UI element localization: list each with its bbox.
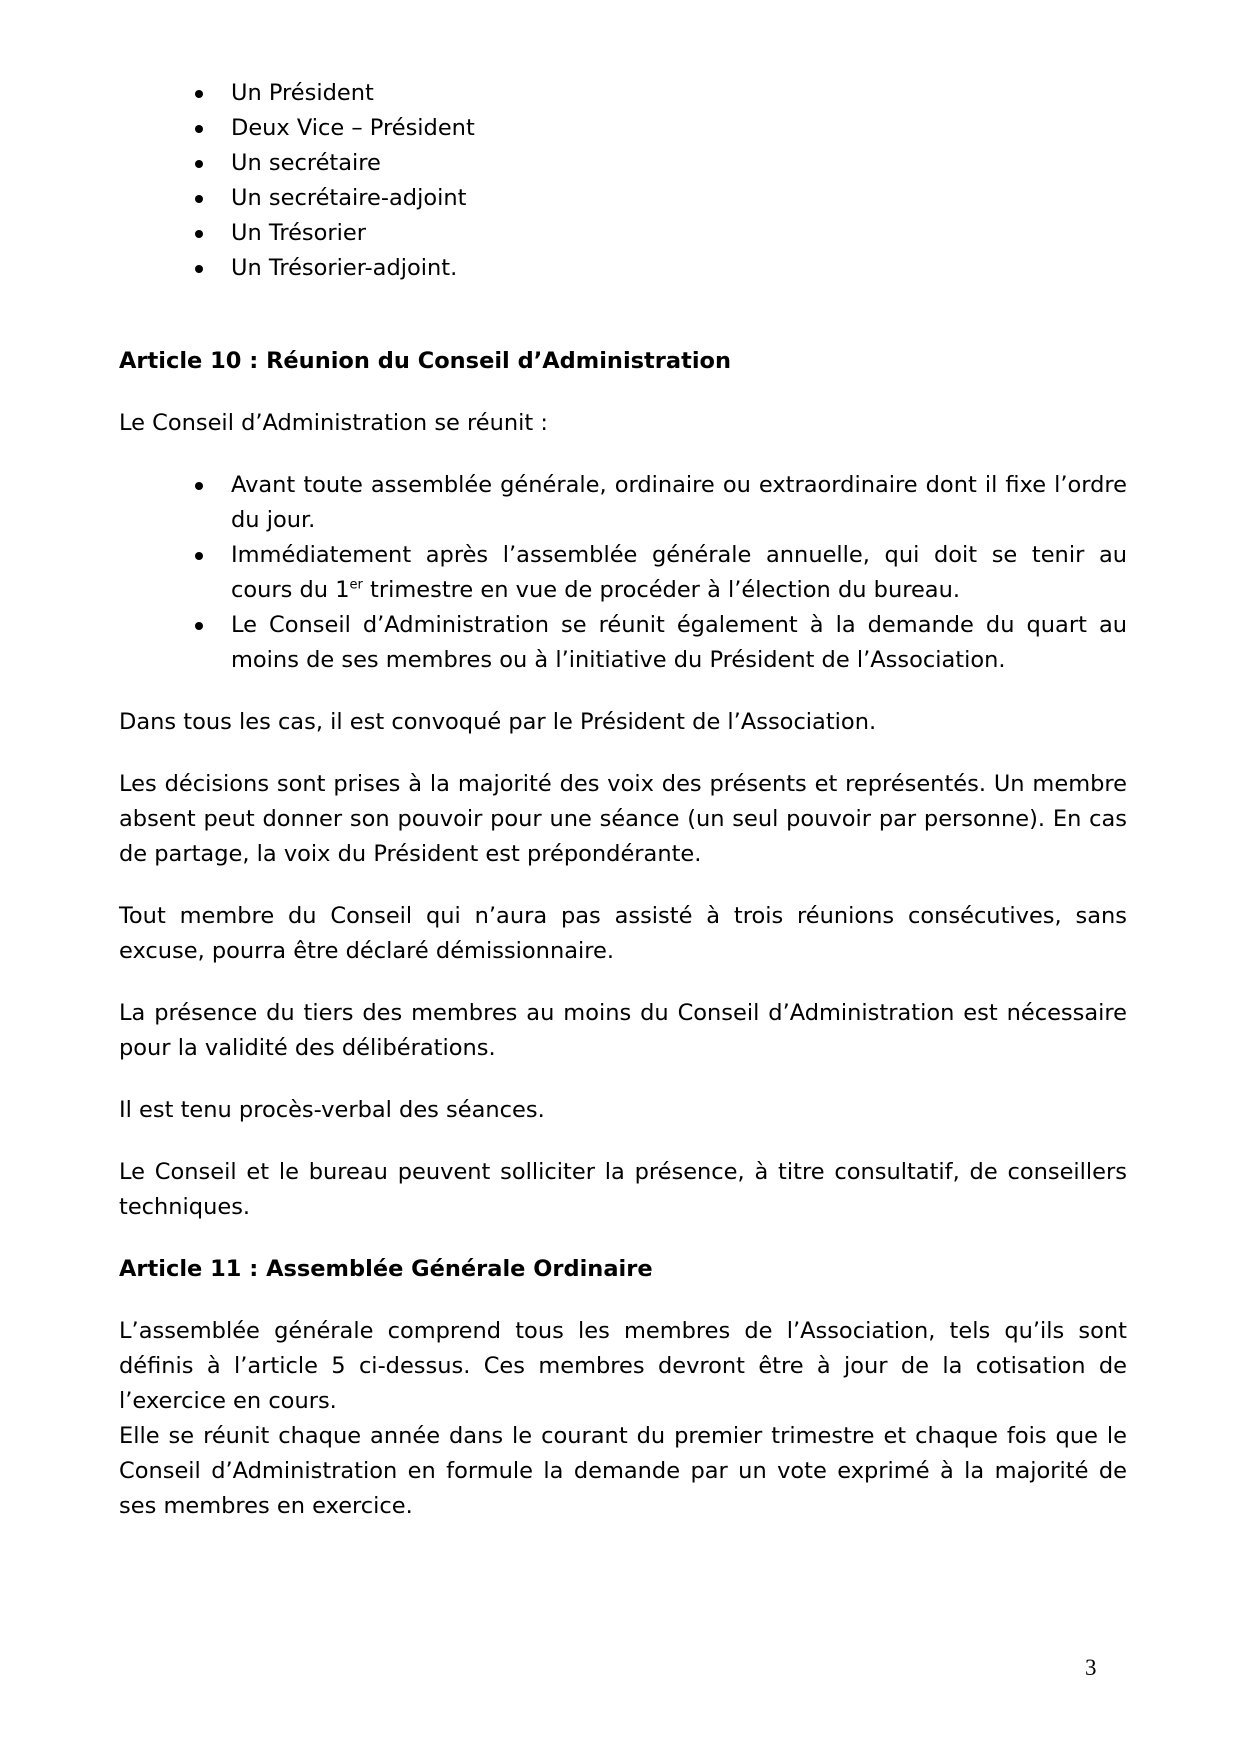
article-10-paragraph: La présence du tiers des membres au moins du Conseil d’Administration est nécessaire pour la validité des délibérations.	[119, 1000, 1127, 1061]
article-10-bullets	[119, 468, 1127, 678]
list-item: Un Président	[119, 76, 1127, 111]
list-item: Le Conseil d’Administration se réunit également à la demande du quart au moins de ses membres ou à l’initiative du Président de l’Association.	[119, 608, 1127, 678]
list-item: Un Trésorier	[119, 216, 1127, 251]
article-10-paragraph: Le Conseil et le bureau peuvent solliciter la présence, à titre consultatif, de conseillers techniques.	[119, 1159, 1127, 1220]
article-11-paragraph: Elle se réunit chaque année dans le courant du premier trimestre et chaque fois que le Conseil d’Administration en formule la demande par un vote exprimé à la majorité de ses membres en exercice.	[119, 1423, 1127, 1519]
article-10-heading: Article 10 : Réunion du Conseil d’Administration	[119, 348, 732, 374]
list-item: Deux Vice – Président	[119, 111, 1127, 146]
ordinal-suffix: er	[349, 577, 363, 593]
list-item	[119, 538, 1127, 608]
article-11-paragraph: L’assemblée générale comprend tous les membres de l’Association, tels qu’ils sont définis à l’article 5 ci-dessus. Ces membres devront être à jour de la cotisation de l’exercice en cours.	[119, 1318, 1127, 1414]
list-item: Avant toute assemblée générale, ordinaire ou extraordinaire dont il fixe l’ordre du jour.	[119, 468, 1127, 538]
bullet-text: trimestre en vue de procéder à l’élection du bureau.	[362, 577, 961, 603]
document-page	[119, 76, 1127, 1524]
page-number: 3	[1085, 1655, 1097, 1680]
list-item: Un Trésorier-adjoint.	[119, 251, 1127, 286]
article-10-paragraph: Il est tenu procès-verbal des séances.	[119, 1097, 545, 1123]
list-item: Un secrétaire-adjoint	[119, 181, 1127, 216]
article-10-paragraph: Les décisions sont prises à la majorité des voix des présents et représentés. Un membre absent peut donner son pouvoir pour une séance (un seul pouvoir par personne). En cas de partage, la voix du Président est prépondérante.	[119, 771, 1127, 867]
article-10-paragraph: Tout membre du Conseil qui n’aura pas assisté à trois réunions consécutives, sans excuse, pourra être déclaré démissionnaire.	[119, 903, 1127, 964]
list-item: Un secrétaire	[119, 146, 1127, 181]
bullet-text: Immédiatement après l’assemblée générale annuelle, qui doit se tenir au cours du 1	[231, 542, 1127, 603]
article-10-paragraph: Dans tous les cas, il est convoqué par le Président de l’Association.	[119, 709, 877, 735]
officer-list	[119, 76, 1127, 286]
article-11-heading: Article 11 : Assemblée Générale Ordinaire	[119, 1256, 653, 1282]
article-10-intro: Le Conseil d’Administration se réunit :	[119, 410, 548, 436]
